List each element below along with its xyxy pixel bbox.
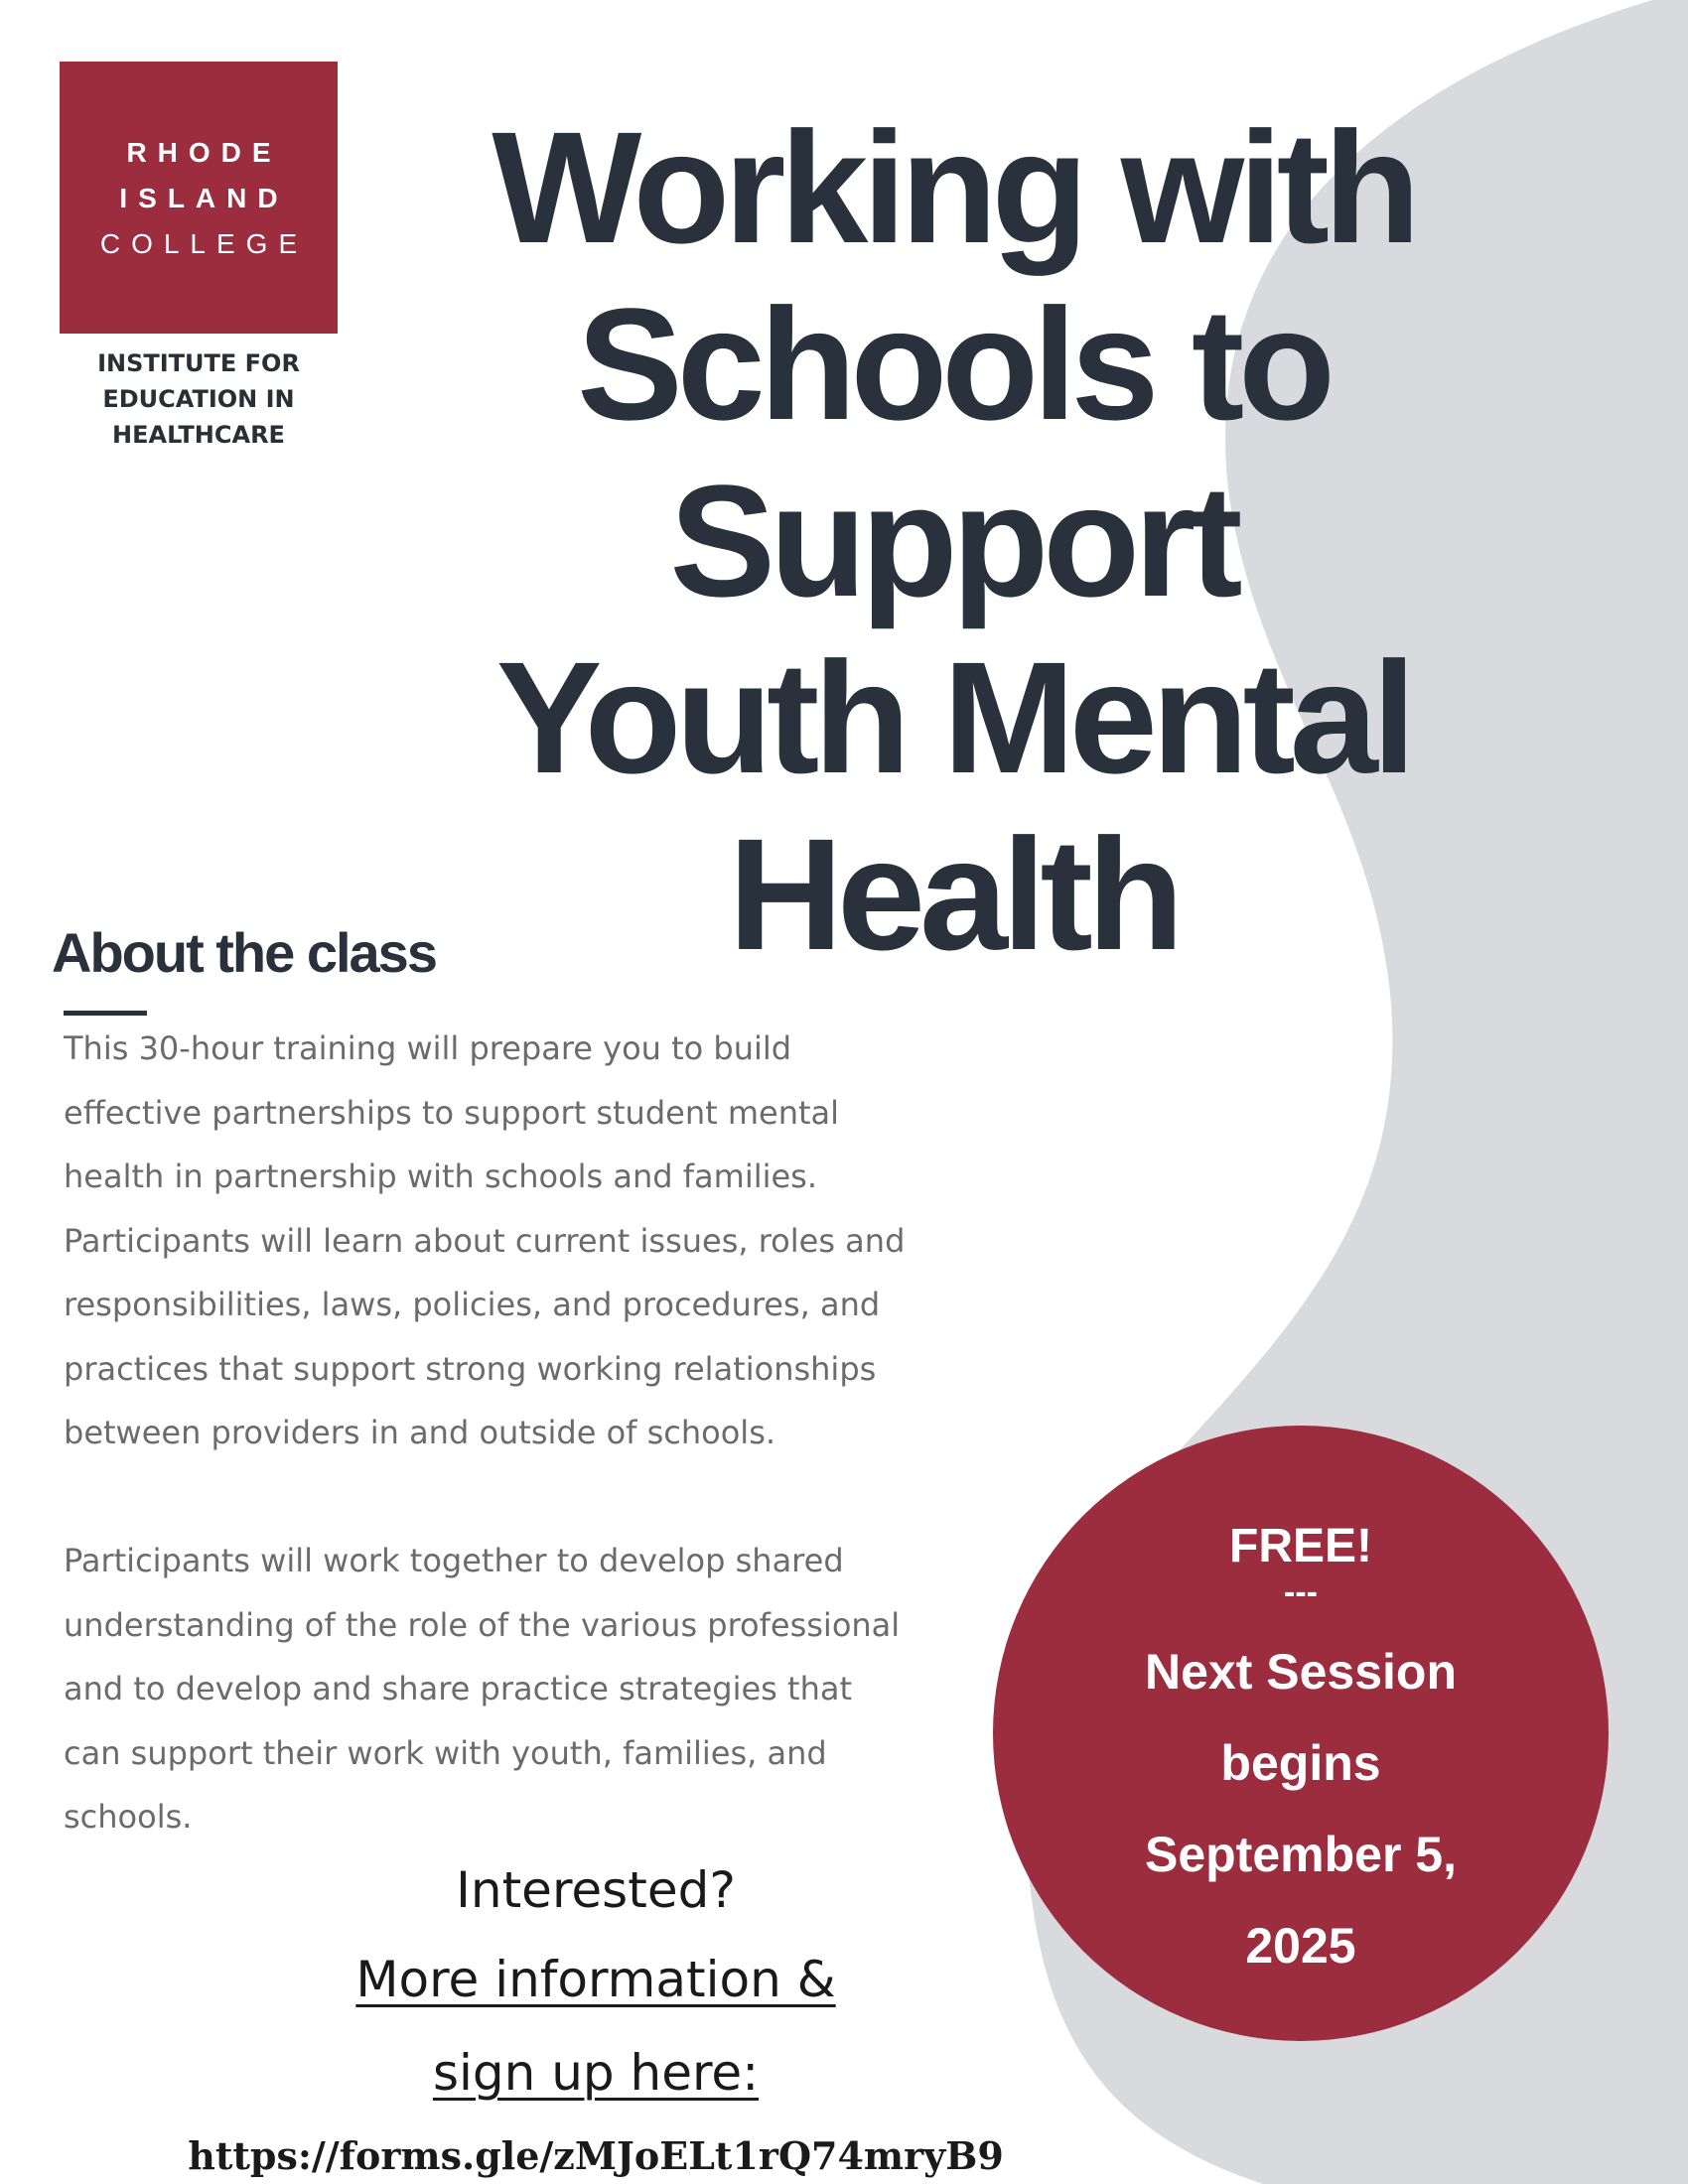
session-badge-circle xyxy=(993,1426,1609,2041)
interested-question: Interested? xyxy=(456,1861,736,1919)
about-text-line: schools. xyxy=(64,1798,193,1836)
signup-url-link[interactable]: https://forms.gle/zMJoELt1rQ74mryB9 xyxy=(188,2133,1004,2178)
title-line: Health xyxy=(728,805,1179,983)
institute-caption-line: EDUCATION IN xyxy=(102,385,295,413)
logo-text-college: COLLEGE xyxy=(99,228,309,259)
about-text-line: understanding of the role of the various professional xyxy=(64,1605,901,1644)
about-heading: About the class xyxy=(52,921,436,984)
about-text-line: This 30-hour training will prepare you to build xyxy=(64,1029,792,1067)
about-text-line: Participants will learn about current issues, roles and xyxy=(64,1221,906,1260)
institute-caption-line: HEALTHCARE xyxy=(112,421,285,449)
logo-text-rhode: RHODE xyxy=(126,137,282,168)
institute-caption xyxy=(60,345,338,453)
about-text-line: can support their work with youth, families, and xyxy=(64,1733,827,1772)
more-info-link[interactable]: More information & xyxy=(355,1951,836,2008)
about-text-line: Participants will work together to develop shared xyxy=(64,1542,844,1579)
logo-text-island: ISLAND xyxy=(119,183,289,213)
next-session-text xyxy=(993,1626,1609,1991)
about-text-line: practices that support strong working relationships xyxy=(64,1349,877,1388)
sign-up-link[interactable]: sign up here: xyxy=(432,2044,760,2102)
title-line: Youth Mental xyxy=(495,628,1411,806)
about-text-line: health in partnership with schools and families. xyxy=(64,1158,818,1195)
page-title xyxy=(367,99,1539,983)
next-session-line: September 5, xyxy=(1144,1827,1457,1882)
next-session-line: 2025 xyxy=(1245,1918,1356,1974)
about-paragraph-2 xyxy=(64,1529,1047,1849)
about-text-line: responsibilities, laws, policies, and procedures, and xyxy=(64,1286,881,1323)
heading-underline-divider xyxy=(64,1011,147,1016)
title-line: Working with xyxy=(492,98,1415,276)
institute-caption-line: INSTITUTE FOR xyxy=(97,349,300,377)
next-session-line: begins xyxy=(1220,1735,1381,1791)
badge-divider: --- xyxy=(1284,1573,1318,1611)
title-line: Schools to xyxy=(577,275,1330,453)
about-text-line: and to develop and share practice strategies that xyxy=(64,1670,852,1707)
about-paragraph-1 xyxy=(64,1017,1047,1465)
about-text-line: between providers in and outside of schools. xyxy=(64,1414,776,1451)
title-line: Support xyxy=(669,452,1237,629)
free-label: FREE! xyxy=(1229,1520,1372,1572)
rhode-island-college-logo xyxy=(60,62,338,334)
next-session-line: Next Session xyxy=(1144,1644,1457,1700)
about-text-line: effective partnerships to support student mental xyxy=(64,1093,840,1132)
